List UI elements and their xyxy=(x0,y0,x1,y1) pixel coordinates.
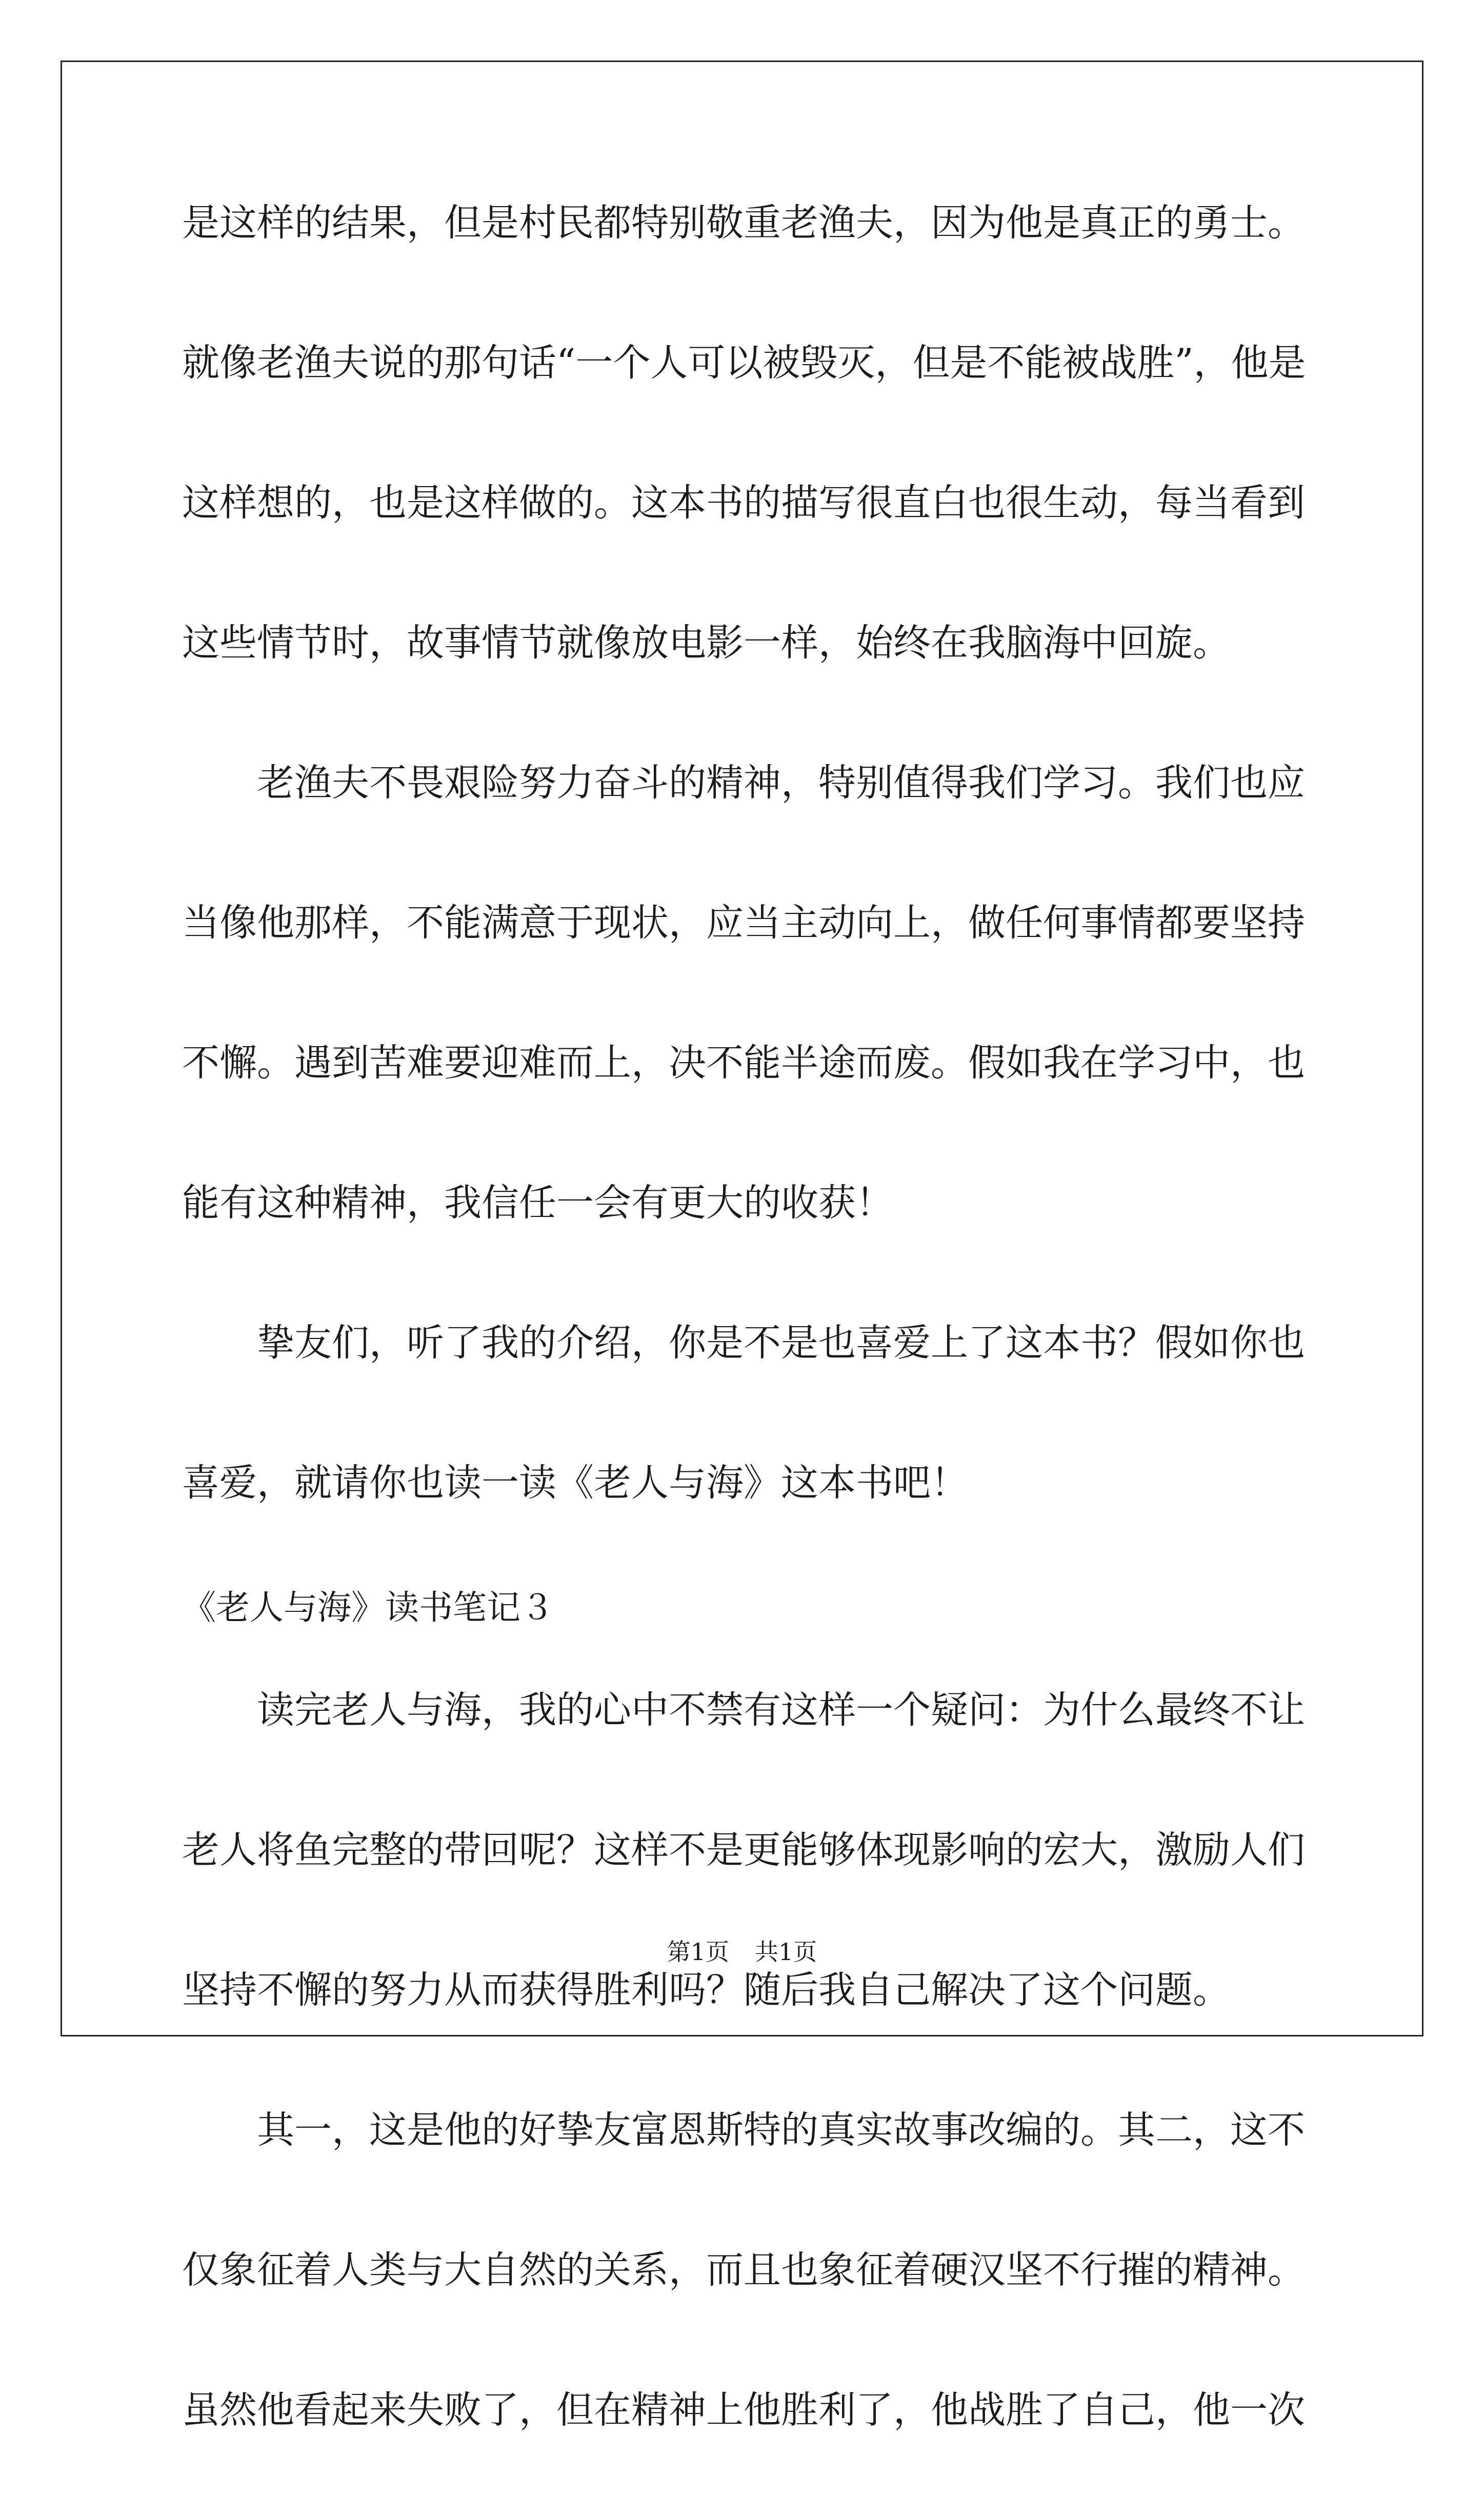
paragraph xyxy=(182,750,1305,1310)
paragraph xyxy=(182,2097,1305,2517)
paragraph xyxy=(182,190,1306,750)
page-number: 第1页 xyxy=(667,1938,729,1966)
document-body xyxy=(182,190,1306,2517)
text-line: 能有这种精神，我信任一会有更大的收获！ xyxy=(182,1181,893,1225)
text-line: 当像他那样，不能满意于现状，应当主动向上，做任何事情都要坚持 xyxy=(182,901,1305,945)
text-line: 其一，这是他的好挚友富恩斯特的真实故事改编的。其二，这不 xyxy=(257,2108,1305,2152)
text-line: 仅象征着人类与大自然的关系，而且也象征着硬汉坚不行摧的精神。 xyxy=(182,2248,1305,2292)
text-line: 喜爱，就请你也读一读《老人与海》这本书吧！ xyxy=(182,1461,968,1505)
text-line: 老人将鱼完整的带回呢？这样不是更能够体现影响的宏大，激励人们 xyxy=(182,1828,1305,1872)
text-line: 就像老渔夫说的那句话“一个人可以被毁灭，但是不能被战胜”，他是 xyxy=(182,341,1306,385)
section-title: 《老人与海》读书笔记３ xyxy=(182,1588,554,1627)
text-line: 挚友们，听了我的介绍，你是不是也喜爱上了这本书？假如你也 xyxy=(257,1321,1305,1365)
text-line: 读完老人与海，我的心中不禁有这样一个疑问：为什么最终不让 xyxy=(257,1688,1305,1732)
text-line: 是这样的结果，但是村民都特别敬重老渔夫，因为他是真正的勇士。 xyxy=(182,201,1305,245)
text-line: 这些情节时，故事情节就像放电影一样，始终在我脑海中回旋。 xyxy=(182,621,1230,665)
total-pages: 共1页 xyxy=(755,1938,817,1966)
text-line: 虽然他看起来失败了，但在精神上他胜利了，他战胜了自己，他一次 xyxy=(182,2388,1305,2432)
page-footer xyxy=(0,1936,1484,1967)
paragraph xyxy=(182,1310,1305,1590)
text-line: 这样想的，也是这样做的。这本书的描写很直白也很生动，每当看到 xyxy=(182,481,1305,525)
text-line: 不懈。遇到苦难要迎难而上，决不能半途而废。假如我在学习中，也 xyxy=(182,1041,1305,1085)
text-line: 老渔夫不畏艰险努力奋斗的精神，特别值得我们学习。我们也应 xyxy=(257,761,1305,805)
paragraph xyxy=(182,1677,1305,2097)
text-line: 坚持不懈的努力从而获得胜利吗？随后我自己解决了这个问题。 xyxy=(182,1968,1230,2012)
